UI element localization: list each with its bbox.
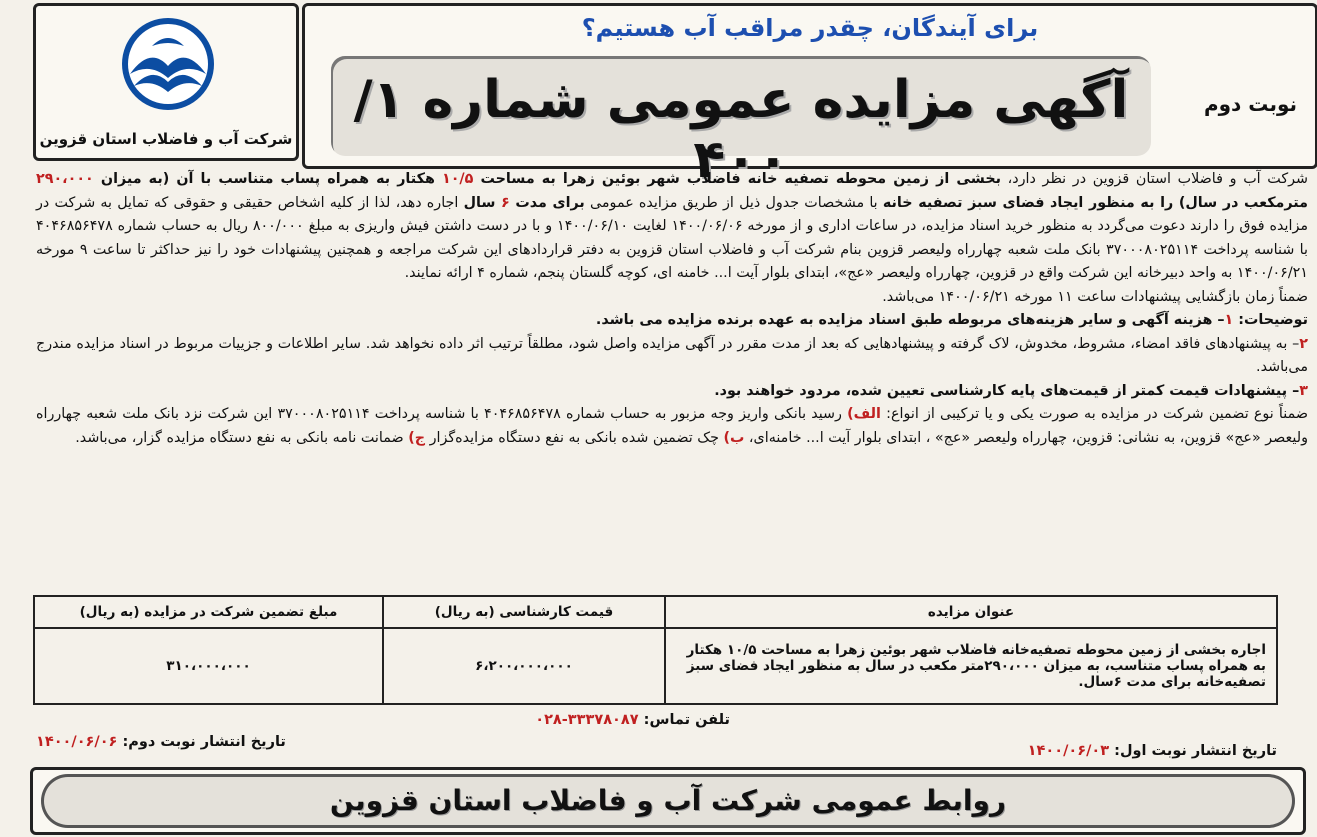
table-ref-text: با مشخصات جدول ذیل از طریق مزایده عمومی [584, 194, 883, 211]
footer-plate [41, 774, 1295, 828]
wastewater-text: هکتار به همراه پساب متناسب با آن (به میزان [93, 171, 442, 187]
first-publish-date [1028, 743, 1277, 759]
auction-title-cell: اجاره بخشی از زمین محوطه تصفیه‌خانه فاضلاب شهر بوئین زهرا به مساحت ۱۰/۵ هکتار به همراه پساب متناسب، به میزان ۲۹۰،۰۰۰متر مکعب در سال به منظور ایجاد فضای سبز تصفیه‌خانه برای مدت ۶سال. [665, 628, 1277, 704]
duration-value: ۶ [501, 194, 510, 211]
phone-number: ۰۲۸-۳۳۳۷۸۰۸۷ [535, 712, 639, 728]
option-be: ب) [723, 429, 745, 446]
paragraph-intro [36, 168, 1308, 286]
footer-text: روابط عمومی شرکت آب و فاضلاب استان قزوین [329, 784, 1007, 817]
guarantee-amount-cell: ۳۱۰،۰۰۰،۰۰۰ [34, 628, 383, 704]
instructions-text: اجاره دهد، لذا از کلیه اشخاص حقیقی و حقوقی که تمایل به شرکت در مزایده فوق را دارند دعوت می‌گردد به منظور خرید اسناد مزایده، در ساعات اداری و از مورخه ۱۴۰۰/۰۶/۰۶ لغایت ۱۴۰۰/۰۶/۱۰ و با در دست داشتن فیش واریزی به مبلغ ۸۰۰/۰۰۰ ریال به حساب شماره ۴۰۴۶۸۵۶۴۷۸ با شناسه پرداخت ۳۷۰۰۰۸۰۲۵۱۱۴ بانک ملت شعبه چهارراه ولیعصر قزوین بنام شرکت آب و فاضلاب استان قزوین به دفتر قراردادهای این شرکت مراجعه و همچنین پیشنهادات خود را نیز حداکثر تا ساعت ۹ مورخه ۱۴۰۰/۰۶/۲۱ به واحد دبیرخانه این شرکت واقع در قزوین، چهارراه ولیعصر «عج»، ابتدای بلوار آیت ا... خامنه ای، کوچه گلستان پنجم، شماره ۴ ارائه نمایند. [36, 194, 1309, 281]
note-2 [36, 333, 1308, 380]
note-2-number: ۲ [1299, 335, 1308, 352]
option-be-text: چک تضمین شده بانکی به نفع دستگاه مزایده‌گزار [425, 429, 724, 446]
col-expert-price-header: قیمت کارشناسی (به ریال) [383, 596, 665, 628]
area-value: ۱۰/۵ [441, 171, 474, 187]
note-3-number: ۳ [1299, 382, 1308, 399]
paragraph-guarantee [36, 403, 1308, 450]
second-date-label: تاریخ انتشار نوبت دوم: [122, 734, 286, 750]
note-1 [36, 309, 1308, 333]
footer-box [30, 767, 1306, 835]
option-jim-text: ضمانت نامه بانکی به نفع دستگاه مزایده گزار، می‌باشد. [75, 429, 409, 446]
water-company-logo [120, 16, 216, 112]
option-alef: الف) [847, 406, 881, 422]
contact-phone [500, 712, 730, 728]
second-date-value: ۱۴۰۰/۰۶/۰۶ [36, 734, 118, 750]
table-header-row [34, 596, 1277, 628]
second-publish-date [36, 734, 286, 750]
announcement-body [36, 168, 1308, 450]
note-3 [36, 380, 1308, 404]
option-jim: ج) [408, 429, 426, 446]
purpose-text: مترمکعب در سال) را به منظور ایجاد فضای سبز تصفیه خانه [882, 194, 1308, 211]
table-row [34, 628, 1277, 704]
col-guarantee-header: مبلغ تضمین شرکت در مزایده (به ریال) [34, 596, 383, 628]
auction-table [33, 595, 1278, 705]
duration-label: برای مدت [509, 194, 585, 211]
note-2-text: – به پیشنهادهای فاقد امضاء، مشروط، مخدوش، لاک گرفته و پیشنهادهایی که بعد از مدت مقرر در آگهی مزایده واصل شود، مطلقاً ترتیب اثر داده نخواهد شد. سایر اطلاعات و جزییات مربوط در اسناد مزایده مندرج می‌باشد. [36, 335, 1308, 375]
paragraph-opening: ضمناً زمان بازگشایی پیشنهادات ساعت ۱۱ مورخه ۱۴۰۰/۰۶/۲۱ می‌باشد. [882, 288, 1308, 305]
volume-value: ۲۹۰،۰۰۰ [36, 171, 94, 187]
first-date-label: تاریخ انتشار نوبت اول: [1114, 743, 1277, 759]
phone-label: تلفن تماس: [643, 712, 730, 728]
note-3-text: – پیشنهادات قیمت کمتر از قیمت‌های پایه کارشناسی تعیین شده، مردود خواهند بود. [714, 382, 1300, 399]
notes-label: توضیحات: [1233, 312, 1308, 328]
expert-price-cell: ۶،۲۰۰،۰۰۰،۰۰۰ [383, 628, 665, 704]
note-1-number: ۱ [1224, 312, 1234, 328]
logo-box [33, 3, 299, 161]
first-date-value: ۱۴۰۰/۰۶/۰۳ [1027, 743, 1110, 759]
page-title: آگهی مزایده عمومی شماره ۱/ ۴۰۰ [353, 70, 1129, 190]
duration-unit: سال [463, 194, 502, 211]
guarantee-intro: ضمناً نوع تضمین شرکت در مزایده به صورت یکی و یا ترکیبی از انواع: [880, 406, 1308, 422]
option-alef-text: رسید بانکی واریز وجه مزبور به حساب شماره ۴۰۴۶۸۵۶۴۷۸ با شناسه پرداخت ۳۷۰۰۰۸۰۲۵۱۱۴ این شرکت نزد بانک ملت شعبه چهارراه ولیعصر «عج» قزوین، به نشانی: قزوین، چهارراه ولیعصر «عج» ، ابتدای بلوار آیت ا... خامنه‌ای، [36, 406, 1308, 446]
note-1-text: – هزینه آگهی و سایر هزینه‌های مربوطه طبق اسناد مزایده به عهده برنده مزایده می باشد. [595, 312, 1225, 328]
company-name: شرکت آب و فاضلاب استان قزوین [39, 130, 293, 148]
land-description: بخشی از زمین محوطه تصفیه خانه فاضلاب شهر بوئین زهرا به مساحت [473, 171, 1002, 187]
intro-text: شرکت آب و فاضلاب استان قزوین در نظر دارد، [1001, 171, 1308, 187]
col-title-header: عنوان مزایده [665, 596, 1277, 628]
slogan: برای آیندگان، چقدر مراقب آب هستیم؟ [581, 14, 1039, 42]
round-label: نوبت دوم [1203, 92, 1297, 116]
